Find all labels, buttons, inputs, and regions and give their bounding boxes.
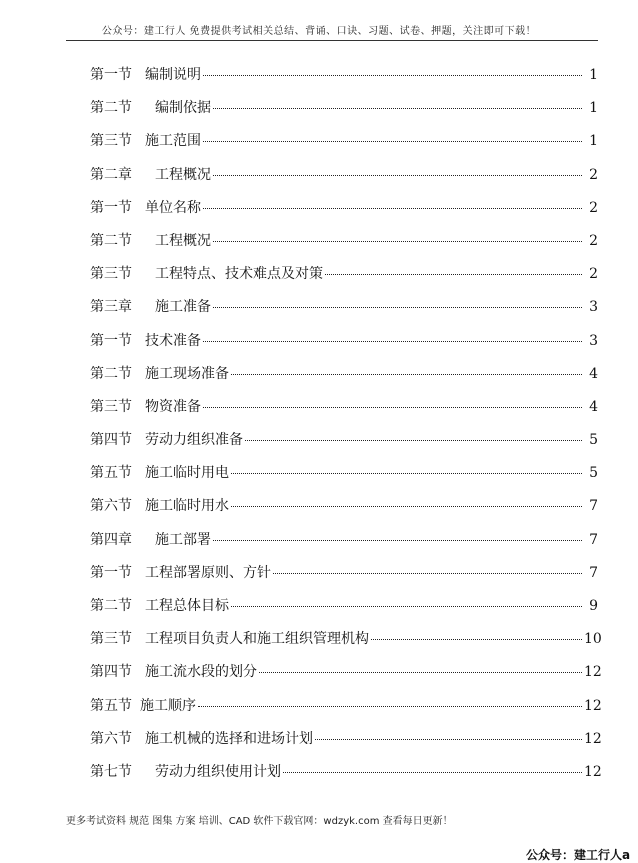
toc-dot-leader	[203, 141, 582, 142]
toc-entry-page: 12	[584, 763, 602, 780]
toc-entry-title: 物资准备	[145, 398, 201, 415]
toc-entry-number: 第一节	[90, 67, 132, 83]
toc-entry-number: 第三章	[90, 299, 132, 316]
toc-entry-number: 第二节	[90, 232, 132, 249]
toc-entry-page: 5	[589, 432, 598, 449]
toc-entry-title: 编制说明	[145, 67, 201, 83]
toc-entry[interactable]	[90, 529, 598, 562]
toc-dot-leader	[283, 772, 582, 773]
toc-entry-number: 第四节	[90, 432, 132, 449]
toc-entry-title: 施工机械的选择和进场计划	[145, 730, 313, 747]
toc-entry-page: 12	[584, 730, 602, 747]
toc-entry-number: 第二节	[90, 100, 132, 117]
toc-dot-leader	[231, 606, 582, 607]
toc-entry-number: 第五节	[90, 697, 132, 714]
toc-entry-number: 第六节	[90, 730, 132, 747]
watermark-brand: 公众号：建工行人a	[526, 848, 631, 862]
toc-entry-page: 3	[589, 332, 598, 349]
toc-entry-number: 第二章	[90, 166, 132, 183]
toc-entry-number: 第三节	[90, 133, 132, 150]
toc-dot-leader	[231, 374, 582, 375]
toc-entry-number: 第三节	[90, 266, 132, 283]
toc-entry-title: 施工临时用电	[145, 465, 229, 482]
toc-entry-number: 第一节	[90, 199, 132, 216]
toc-dot-leader	[213, 540, 582, 541]
toc-entry-number: 第五节	[90, 465, 132, 482]
toc-entry-title: 劳动力组织准备	[145, 432, 243, 449]
toc-entry[interactable]	[90, 197, 598, 230]
toc-entry[interactable]	[90, 429, 598, 462]
toc-entry[interactable]	[90, 595, 598, 628]
toc-entry-page: 1	[589, 133, 598, 150]
toc-entry-page: 7	[589, 498, 598, 515]
toc-entry[interactable]	[90, 495, 598, 528]
toc-entry-number: 第四章	[90, 531, 132, 548]
toc-entry-title: 施工准备	[155, 299, 211, 316]
header-divider	[66, 40, 598, 41]
toc-entry-page: 12	[584, 697, 602, 714]
toc-entry[interactable]	[90, 97, 598, 130]
toc-entry-title: 施工流水段的划分	[145, 664, 257, 681]
toc-entry-page: 7	[589, 531, 598, 548]
toc-entry-page: 10	[584, 631, 602, 648]
toc-entry[interactable]	[90, 396, 598, 429]
toc-dot-leader	[325, 274, 582, 275]
toc-entry[interactable]	[90, 64, 598, 97]
toc-dot-leader	[203, 75, 582, 76]
toc-entry-number: 第七节	[90, 763, 132, 780]
toc-dot-leader	[198, 706, 582, 707]
toc-entry[interactable]	[90, 130, 598, 163]
toc-entry[interactable]	[90, 661, 602, 694]
toc-dot-leader	[315, 739, 582, 740]
toc-entry-number: 第三节	[90, 631, 132, 648]
toc-entry-number: 第二节	[90, 365, 132, 382]
toc-entry-title: 施工临时用水	[145, 498, 229, 515]
toc-entry-title: 工程特点、技术难点及对策	[155, 266, 323, 283]
toc-entry[interactable]	[90, 330, 598, 363]
page-header: 公众号：建工行人 免费提供考试相关总结、背诵、口诀、习题、试卷、押题，关注即可下载！	[101, 26, 537, 37]
toc-entry-title: 工程概况	[155, 232, 211, 249]
toc-dot-leader	[213, 307, 582, 308]
toc-entry-page: 2	[589, 266, 598, 283]
toc-dot-leader	[213, 108, 582, 109]
toc-entry-page: 7	[589, 564, 598, 581]
toc-entry-page: 1	[589, 67, 598, 83]
toc-entry-title: 技术准备	[145, 332, 201, 349]
toc-dot-leader	[231, 473, 582, 474]
toc-dot-leader	[231, 506, 582, 507]
toc-entry-page: 3	[589, 299, 598, 316]
toc-entry-page: 2	[589, 199, 598, 216]
toc-entry-number: 第一节	[90, 332, 132, 349]
toc-entry[interactable]	[90, 728, 602, 761]
toc-entry-title: 单位名称	[145, 199, 201, 216]
toc-entry[interactable]	[90, 230, 598, 263]
toc-entry-page: 4	[589, 398, 598, 415]
toc-entry-page: 2	[589, 166, 598, 183]
toc-entry-title: 施工部署	[155, 531, 211, 548]
toc-dot-leader	[203, 407, 582, 408]
toc-entry-number: 第四节	[90, 664, 132, 681]
toc-entry[interactable]	[90, 695, 602, 728]
toc-entry-number: 第三节	[90, 398, 132, 415]
toc-entry-page: 5	[589, 465, 598, 482]
toc-entry[interactable]	[90, 363, 598, 396]
toc-entry[interactable]	[90, 164, 598, 197]
toc-dot-leader	[245, 440, 582, 441]
toc-entry-title: 工程总体目标	[145, 598, 229, 614]
toc-dot-leader	[203, 208, 582, 209]
toc-entry[interactable]	[90, 462, 598, 495]
toc-entry-title: 施工现场准备	[145, 365, 229, 382]
toc-entry-number: 第六节	[90, 498, 132, 515]
toc-dot-leader	[203, 341, 582, 342]
toc-entry-number: 第一节	[90, 564, 132, 581]
toc-entry-number: 第二节	[90, 598, 132, 614]
toc-entry[interactable]	[90, 296, 598, 329]
toc-entry-title: 工程项目负责人和施工组织管理机构	[145, 631, 369, 648]
toc-entry-title: 施工顺序	[140, 697, 196, 714]
toc-dot-leader	[371, 639, 582, 640]
toc-dot-leader	[273, 573, 582, 574]
toc-entry-page: 2	[589, 232, 598, 249]
toc-entry-title: 劳动力组织使用计划	[155, 763, 281, 780]
toc-entry-page: 4	[589, 365, 598, 382]
toc-entry-page: 9	[589, 598, 598, 614]
table-of-contents	[90, 64, 602, 794]
toc-entry-page: 1	[589, 100, 598, 117]
toc-dot-leader	[213, 241, 582, 242]
page-footer: 更多考试资料 规范 图集 方案 培训、CAD 软件下载官网：wdzyk.com 查看每日更新！	[66, 816, 453, 827]
toc-dot-leader	[213, 175, 582, 176]
toc-dot-leader	[259, 672, 582, 673]
toc-entry-title: 工程部署原则、方针	[145, 564, 271, 581]
toc-entry-page: 12	[584, 664, 602, 681]
toc-entry-title: 施工范围	[145, 133, 201, 150]
toc-entry-title: 编制依据	[155, 100, 211, 117]
toc-entry-title: 工程概况	[155, 166, 211, 183]
toc-entry[interactable]	[90, 263, 598, 296]
toc-entry[interactable]	[90, 761, 602, 794]
toc-entry[interactable]	[90, 562, 598, 595]
toc-entry[interactable]	[90, 628, 602, 661]
